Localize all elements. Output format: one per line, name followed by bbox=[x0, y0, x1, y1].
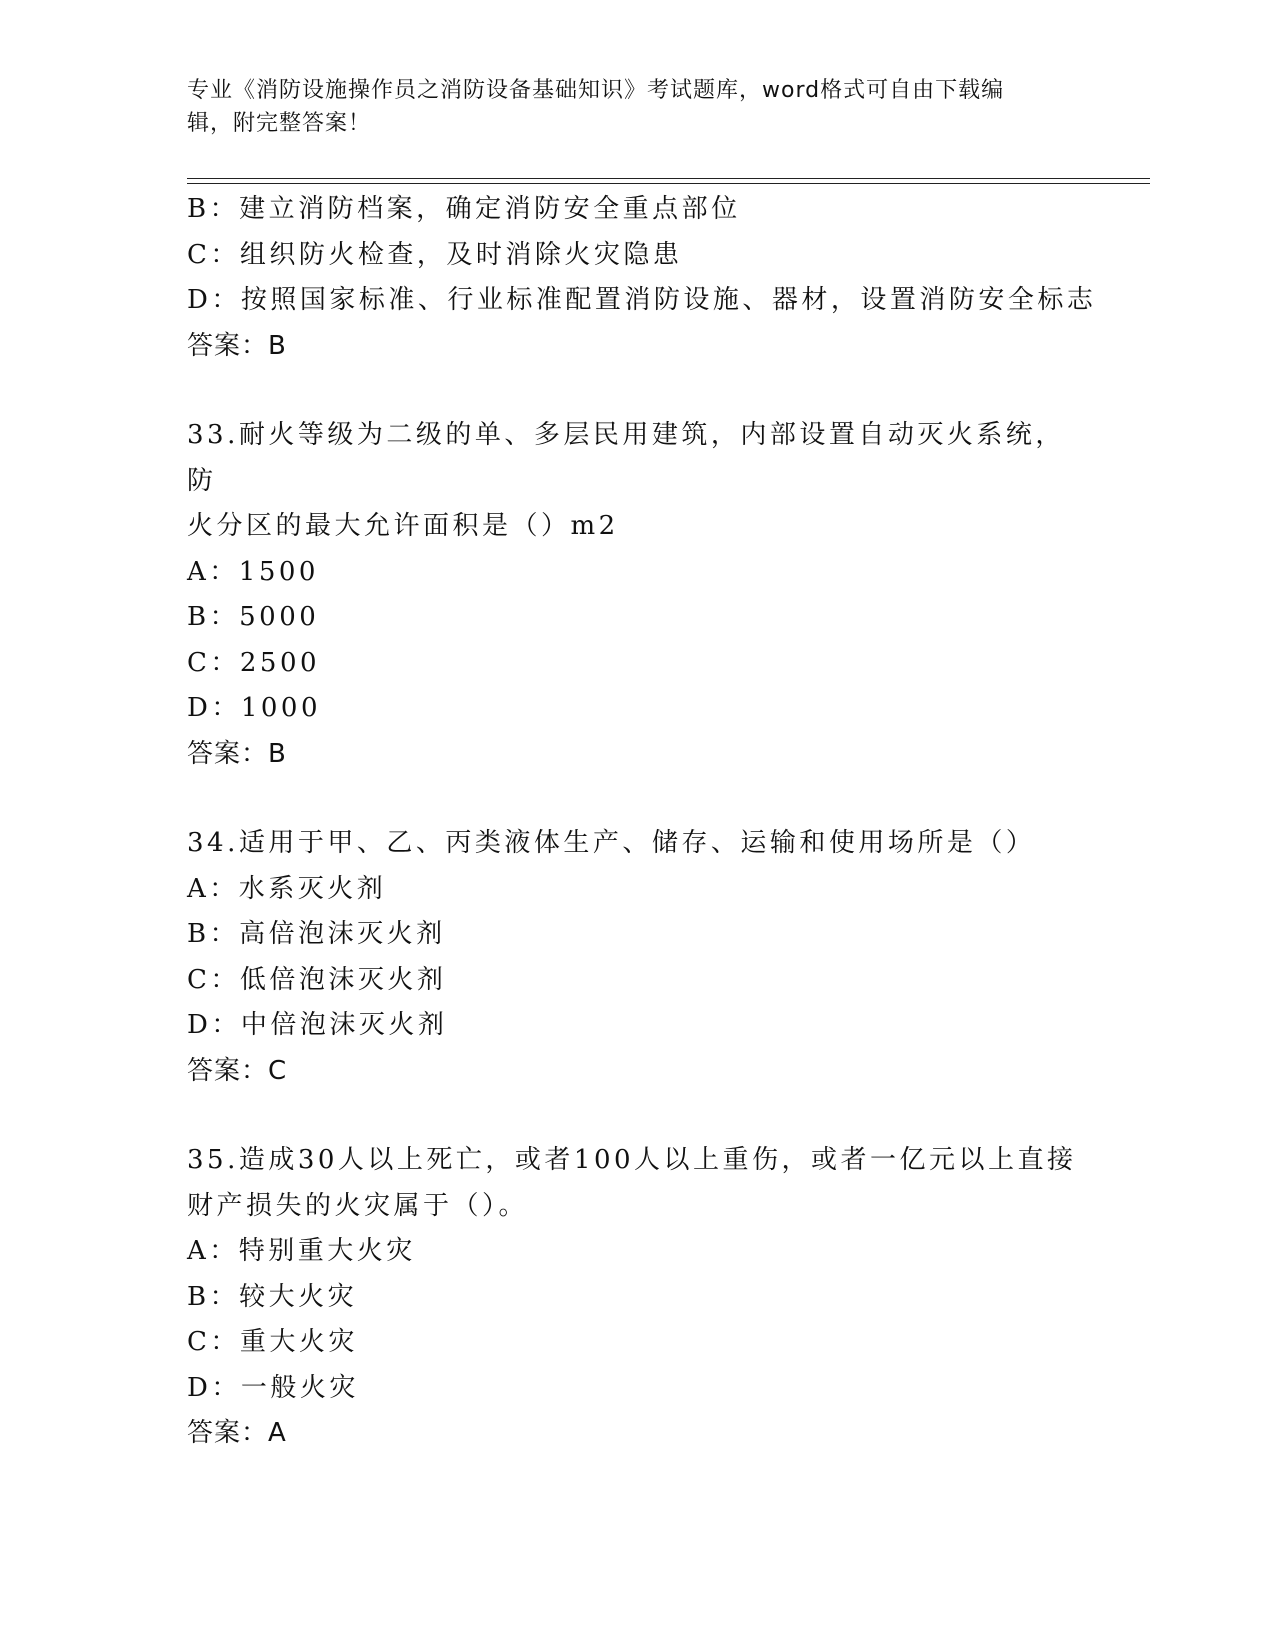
option-c: C：低倍泡沫灭火剂 bbox=[187, 964, 447, 995]
question-stem-line: 33.耐火等级为二级的单、多层民用建筑，内部设置自动灭火系统，防 bbox=[187, 420, 1065, 496]
answer: 答案：B bbox=[187, 738, 287, 769]
option-c: C：2500 bbox=[187, 647, 321, 678]
option-a: A：水系灭火剂 bbox=[187, 873, 387, 904]
document-header bbox=[187, 74, 1067, 140]
option-a: A：1500 bbox=[187, 556, 319, 587]
option-b: B：高倍泡沫灭火剂 bbox=[187, 919, 446, 949]
option-d: D：中倍泡沫灭火剂 bbox=[187, 1010, 448, 1040]
question-stem-line: 35.造成30人以上死亡，或者100人以上重伤，或者一亿元以上直接 bbox=[187, 1145, 1077, 1175]
option-d: D：1000 bbox=[187, 693, 322, 723]
header-line-1: 专业《消防设施操作员之消防设备基础知识》考试题库，word格式可自由下载编 bbox=[187, 78, 1005, 103]
answer: 答案：B bbox=[187, 330, 287, 361]
question-stem-line: 34.适用于甲、乙、丙类液体生产、储存、运输和使用场所是（） bbox=[187, 828, 1036, 858]
option-b: B：较大火灾 bbox=[187, 1281, 358, 1312]
question-33 bbox=[187, 413, 1087, 777]
question-35 bbox=[187, 1138, 1087, 1457]
option-a: A：特别重大火灾 bbox=[187, 1236, 416, 1266]
option-b: B：建立消防档案，确定消防安全重点部位 bbox=[187, 194, 741, 224]
header-line-2: 辑，附完整答案！ bbox=[187, 111, 372, 136]
header-divider-top bbox=[187, 178, 1150, 179]
option-d: D：按照国家标准、行业标准配置消防设施、器材，设置消防安全标志 bbox=[187, 285, 1097, 315]
option-b: B：5000 bbox=[187, 602, 320, 632]
question-list bbox=[187, 187, 1097, 1457]
previous-question-tail bbox=[187, 187, 1097, 369]
question-stem-line: 财产损失的火灾属于（）。 bbox=[187, 1190, 529, 1221]
option-d: D：一般火灾 bbox=[187, 1372, 359, 1403]
question-34 bbox=[187, 821, 1087, 1094]
option-c: C：组织防火检查，及时消除火灾隐患 bbox=[187, 239, 683, 270]
header-divider-bottom bbox=[187, 183, 1150, 184]
answer: 答案：A bbox=[187, 1418, 287, 1448]
answer: 答案：C bbox=[187, 1055, 288, 1086]
option-c: C：重大火灾 bbox=[187, 1327, 358, 1357]
question-stem-line: 火分区的最大允许面积是（）m2 bbox=[187, 511, 619, 541]
